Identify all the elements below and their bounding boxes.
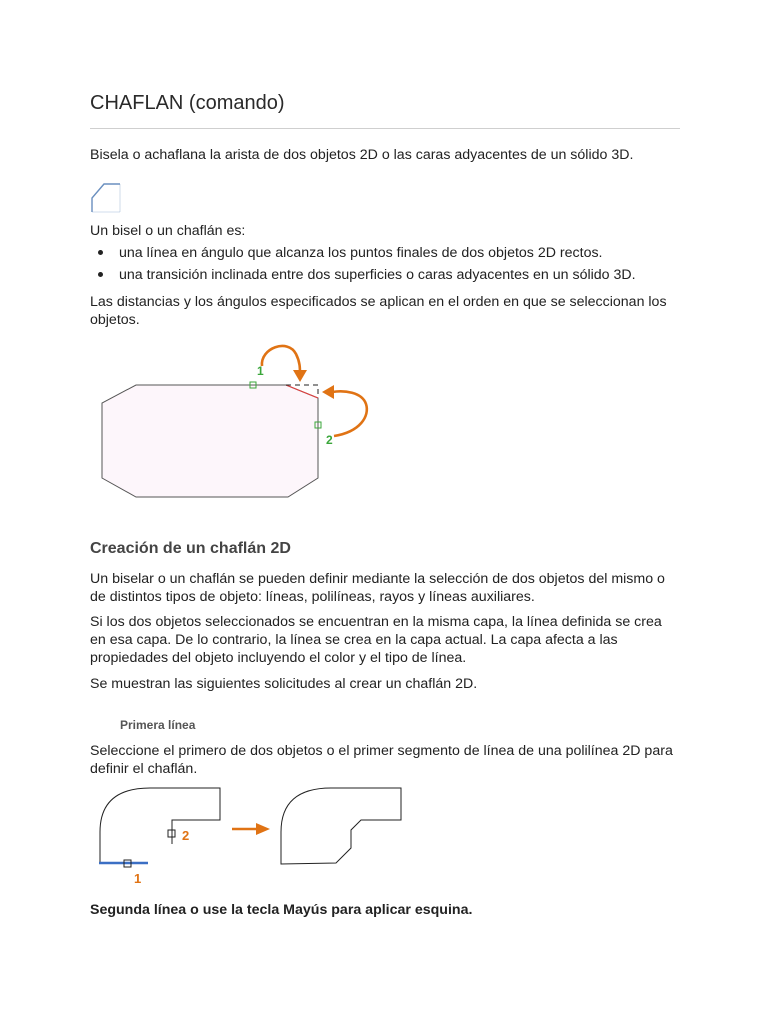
label-1b: 1 [134,871,142,886]
arrow-right-icon [256,823,270,835]
first-line-diagram [96,782,416,892]
order-note: Las distancias y los ángulos especificados se aplican en el orden en que se seleccionan los objetos. [90,294,667,328]
second-line-heading: Segunda línea o use la tecla Mayús para aplicar esquina. [90,902,473,918]
label-2: 2 [326,433,333,447]
bullet-icon [98,272,103,277]
label-2b: 2 [182,828,190,843]
intro-text: Bisela o achaflana la arista de dos objetos 2D o las caras adyacentes de un sólido 3D. [90,147,634,163]
first-line-text: Seleccione el primero de dos objetos o el primer segmento de línea de una polilínea 2D para definir el chaflán. [90,743,673,777]
chamfer-icon [90,180,122,214]
section-2d-p2: Si los dos objetos seleccionados se encuentran en la misma capa, la línea definida se crea en esa capa. De lo contrario, la línea se crea en la capa actual. La capa afecta a las propiedades del objeto incluyendo el color y el tipo de línea. [90,614,662,666]
section-2d-p3: Se muestran las siguientes solicitudes al crear un chaflán 2D. [90,676,478,692]
label-1: 1 [257,364,264,378]
title-divider [90,128,680,129]
page-title: CHAFLAN (comando) [90,92,285,114]
first-line-heading: Primera línea [120,718,196,732]
section-heading-2d: Creación de un chaflán 2D [90,540,291,557]
list-item: una línea en ángulo que alcanza los puntos finales de dos objetos 2D rectos. [98,244,603,262]
section-2d-p1: Un biselar o un chaflán se pueden definir mediante la selección de dos objetos del mismo o de distintos tipos de objeto: líneas, polilíneas, rayos y líneas auxiliares. [90,571,665,605]
chamfer-diagram [96,340,386,505]
bevel-intro: Un bisel o un chaflán es: [90,223,246,239]
bullet-icon [98,250,103,255]
list-item: una transición inclinada entre dos superficies o caras adyacentes en un sólido 3D. [98,266,636,284]
